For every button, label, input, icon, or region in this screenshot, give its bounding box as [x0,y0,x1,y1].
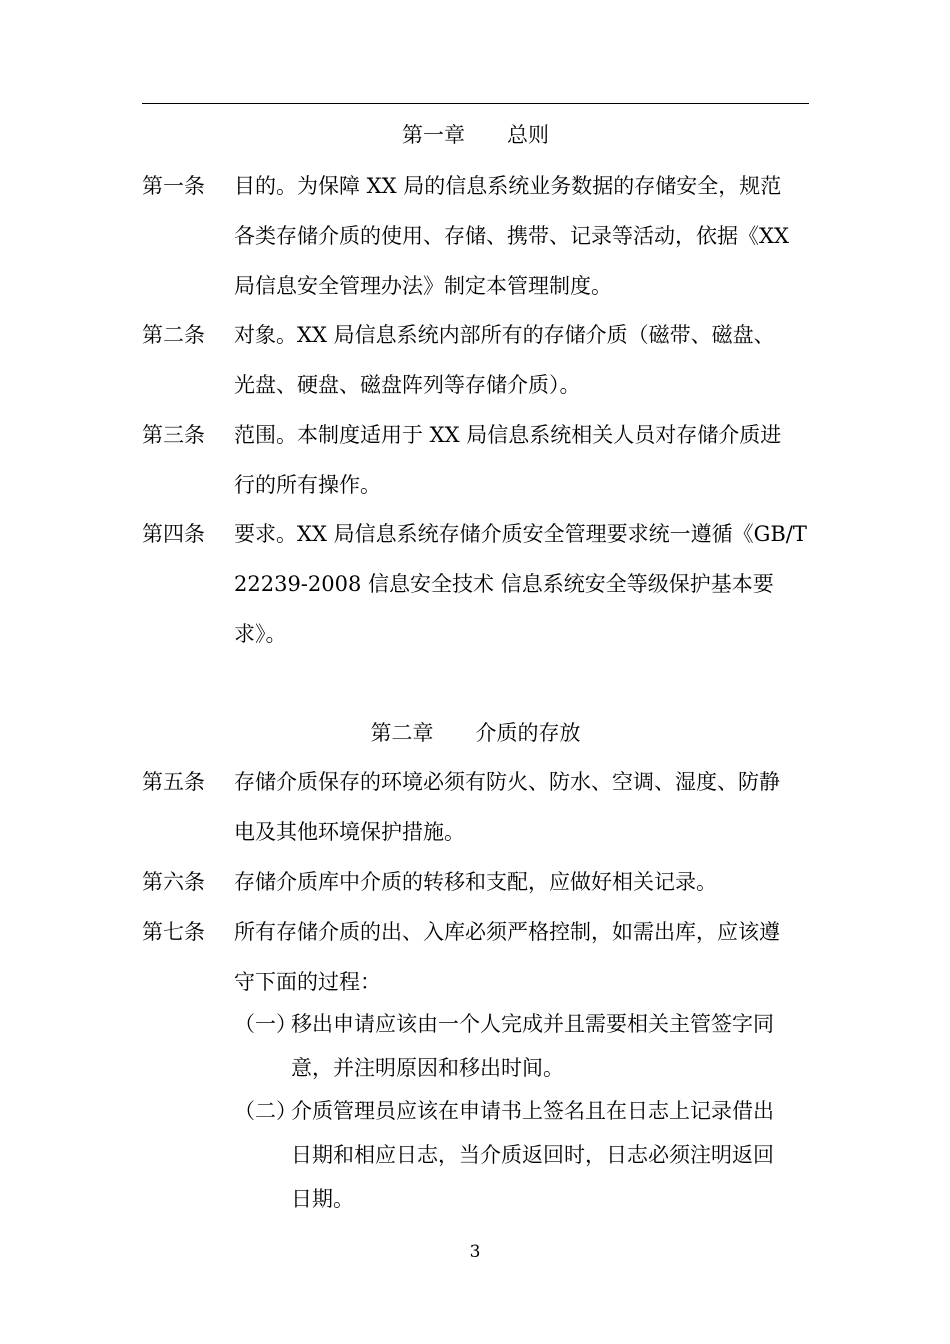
article-2-line-1: 对象。XX 局信息系统内部所有的存储介质（磁带、磁盘、 [234,323,775,347]
article-2-text [234,310,809,410]
article-6-number: 第六条 [142,870,205,894]
article-4-text [234,509,809,659]
article-7-line-2: 守下面的过程： [234,970,381,994]
article-1-number: 第一条 [142,174,205,198]
article-3-line-1: 范围。本制度适用于 XX 局信息系统相关人员对存储介质进 [234,423,782,447]
article-1-line-2: 各类存储介质的使用、存储、携带、记录等活动，依据《XX [234,224,789,248]
article-4-number: 第四条 [142,522,205,546]
article-4-line-3: 求》。 [234,622,287,646]
header-rule [142,103,809,104]
article-7-item-2-number: （二） [234,1099,297,1123]
article-7-number: 第七条 [142,920,205,944]
article-7-item-1-line-1: 移出申请应该由一个人完成并且需要相关主管签字同 [291,1012,774,1036]
article-6-line-1: 存储介质库中介质的转移和支配，应做好相关记录。 [234,870,717,894]
article-6-text [234,857,809,907]
article-5-line-2: 电及其他环境保护措施。 [234,820,465,844]
article-1-text [234,161,809,311]
article-1-line-1: 目的。为保障 XX 局的信息系统业务数据的存储安全，规范 [234,174,782,198]
article-7-item-2-line-2: 日期和相应日志，当介质返回时，日志必须注明返回 [291,1143,774,1167]
page-number: 3 [469,1242,481,1262]
article-1-line-3: 局信息安全管理办法》制定本管理制度。 [234,274,612,298]
chapter-1-title: 第一章 总则 [402,123,549,147]
article-4-line-2: 22239-2008 信息安全技术 信息系统安全等级保护基本要 [234,572,774,596]
article-7-item-2-line-1: 介质管理员应该在申请书上签名且在日志上记录借出 [291,1099,774,1123]
article-2-line-2: 光盘、硬盘、磁盘阵列等存储介质）。 [234,373,581,397]
article-7-line-1: 所有存储介质的出、入库必须严格控制，如需出库，应该遵 [234,920,780,944]
article-5-number: 第五条 [142,770,205,794]
article-7-item-2-line-3: 日期。 [291,1187,354,1211]
article-3-line-2: 行的所有操作。 [234,473,381,497]
article-2-number: 第二条 [142,323,205,347]
article-3-number: 第三条 [142,423,205,447]
article-7-text [234,907,809,1007]
article-5-text [234,757,809,857]
article-7-item-1-line-2: 意，并注明原因和移出时间。 [291,1056,564,1080]
article-7-item-1-number: （一） [234,1012,297,1036]
article-5-line-1: 存储介质保存的环境必须有防火、防水、空调、湿度、防静 [234,770,780,794]
article-7-item-2-text [291,1089,809,1221]
chapter-2-title: 第二章 介质的存放 [370,721,581,745]
article-3-text [234,410,809,510]
article-4-line-1: 要求。XX 局信息系统存储介质安全管理要求统一遵循《GB/T [234,522,807,546]
article-7-item-1-text [291,1002,809,1090]
